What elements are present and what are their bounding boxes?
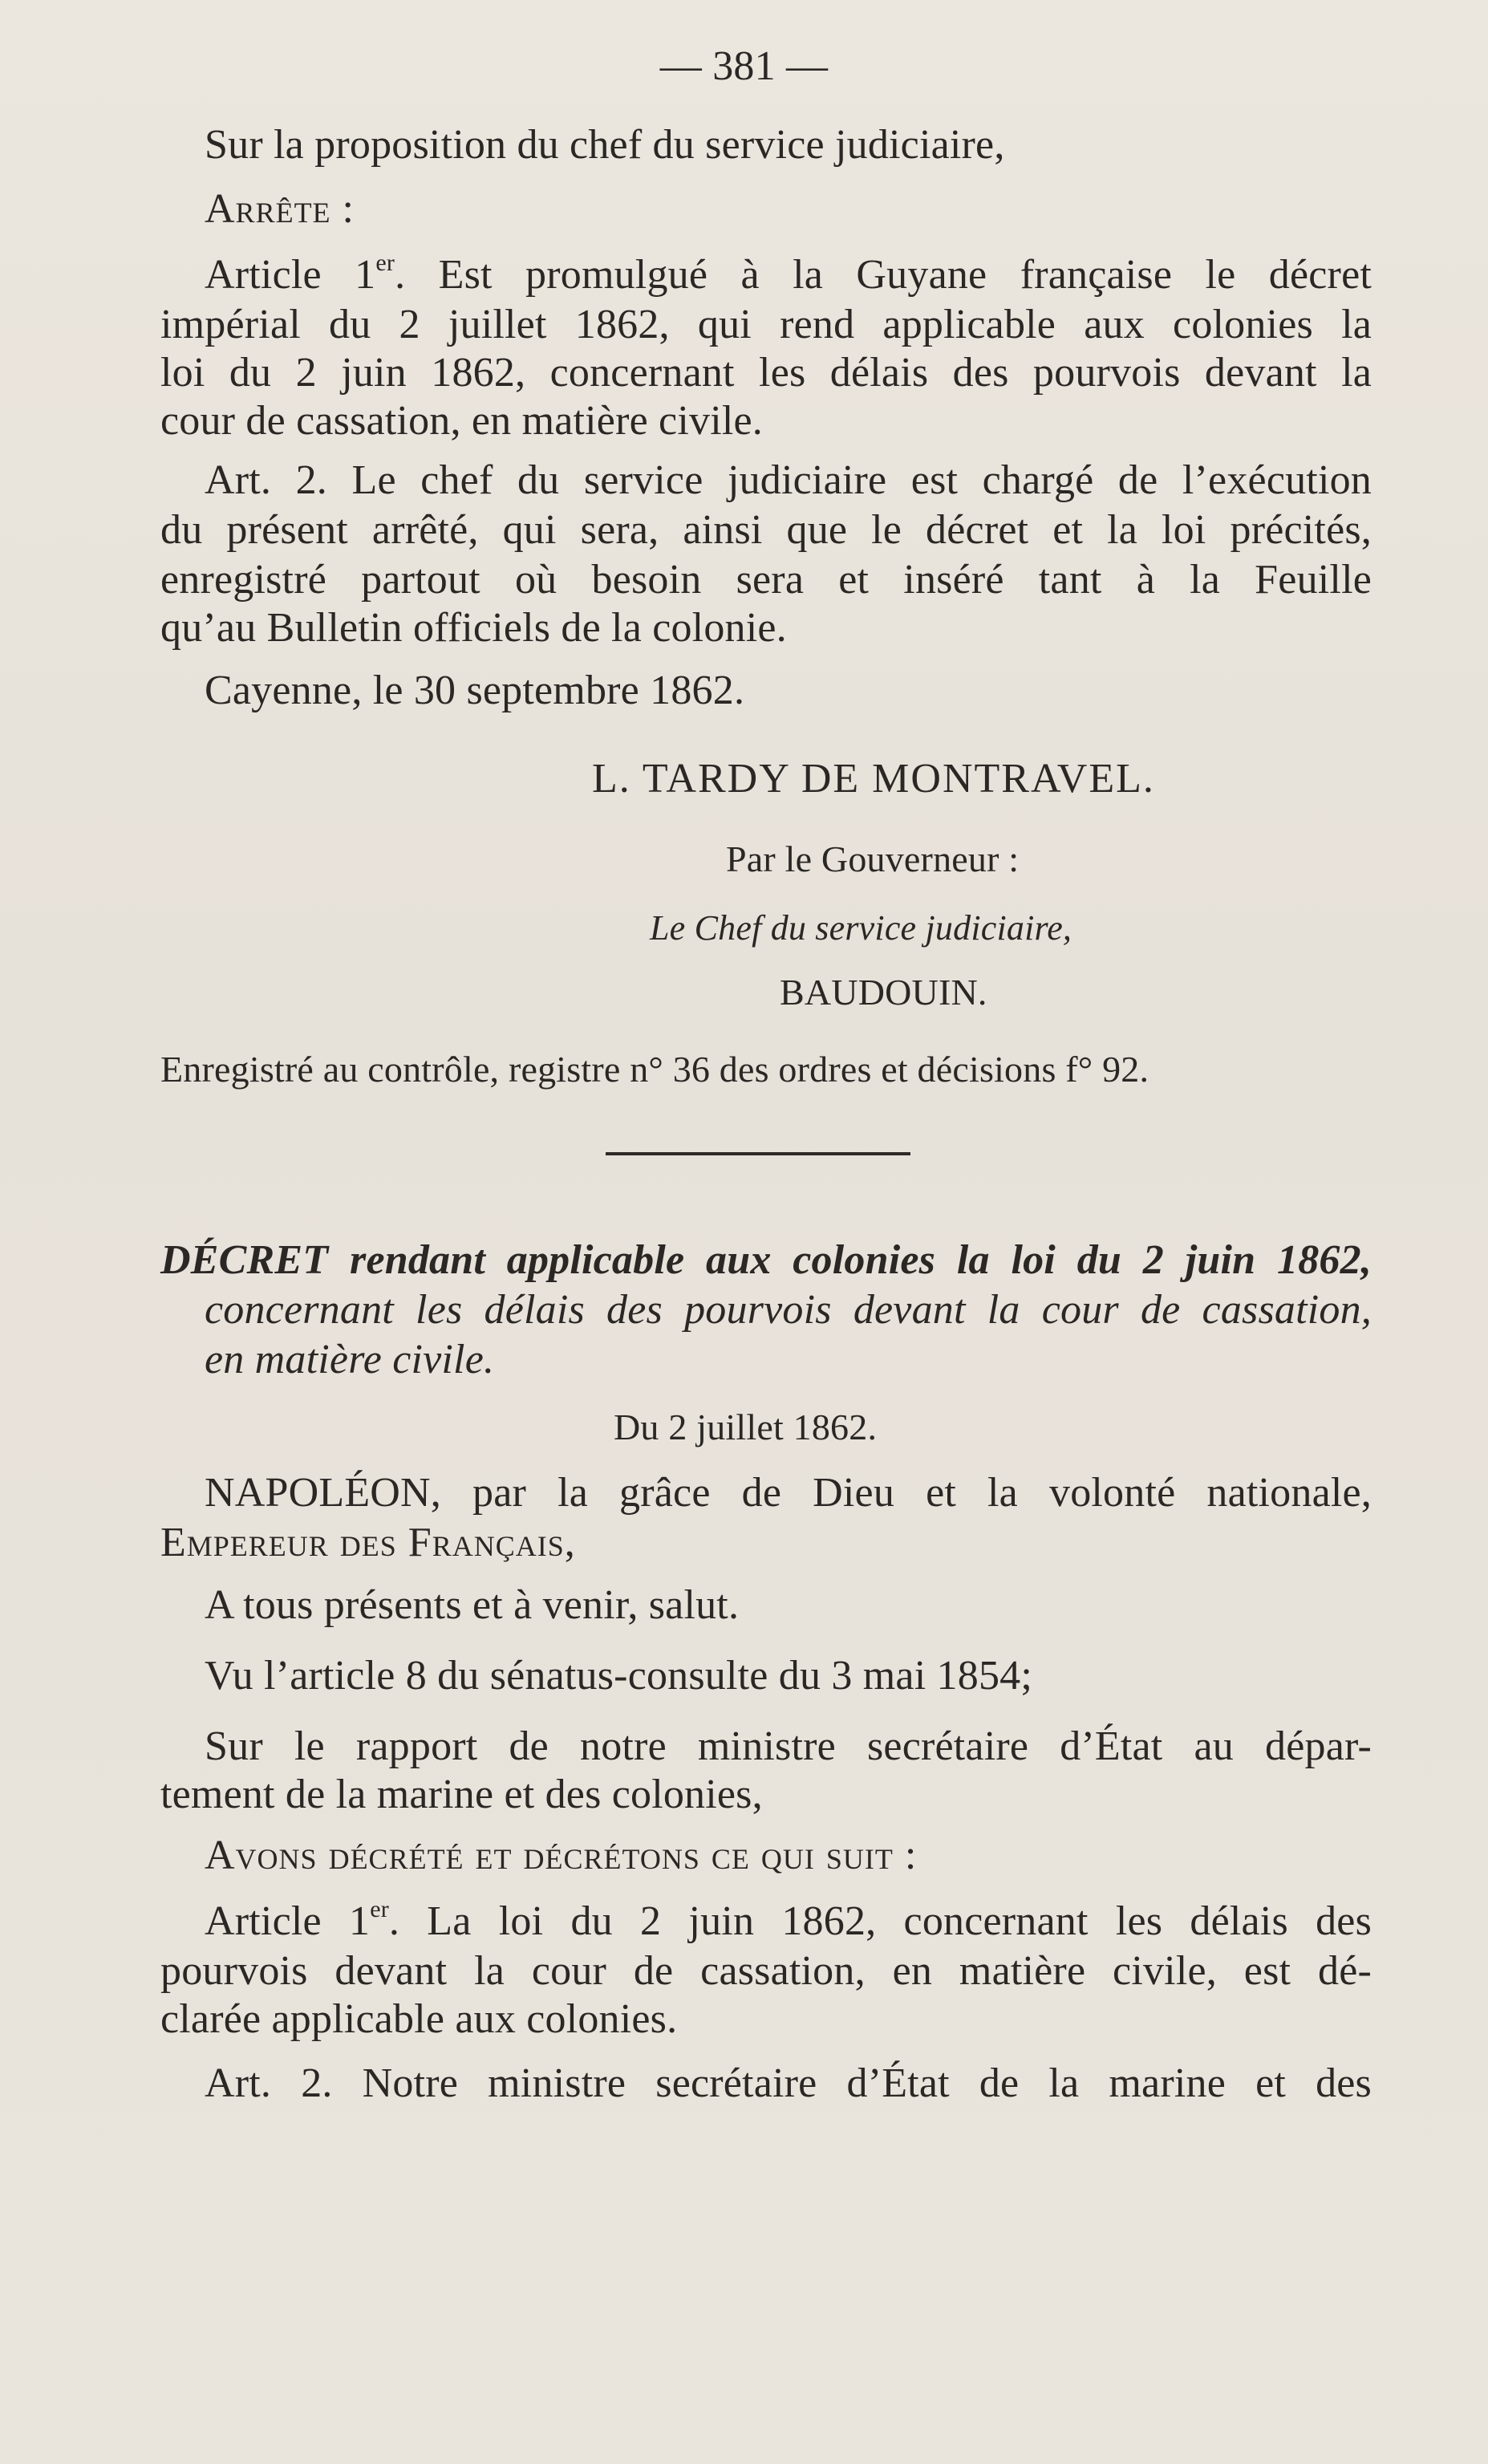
text-line: enregistré partout où besoin sera et inséré tant à la Feuille: [160, 557, 1372, 603]
text-line: tement de la marine et des colonies,: [160, 1772, 763, 1817]
text-line: pourvois devant la cour de cassation, en matière civile, est dé-: [160, 1948, 1372, 1994]
date-line: Cayenne, le 30 septembre 1862.: [205, 668, 745, 713]
decree-date: Du 2 juillet 1862.: [614, 1407, 878, 1447]
text-line: Art. 2. Notre ministre secrétaire d’État de la marine et des: [205, 2060, 1372, 2106]
section-divider: [606, 1152, 910, 1155]
signature-title: Le Chef du service judiciaire,: [650, 908, 1072, 948]
signature-name: L. TARDY DE MONTRAVEL.: [592, 756, 1155, 802]
text-line: clarée applicable aux colonies.: [160, 1996, 678, 2042]
text-line: cour de cassation, en matière civile.: [160, 398, 763, 444]
decree-title-line: en matière civile.: [205, 1337, 495, 1382]
arrete-heading: Arrête :: [205, 186, 355, 232]
decree-title-line: DÉCRET rendant applicable aux colonies la loi du 2 juin 1862,: [160, 1237, 1372, 1283]
text-line: du présent arrêté, qui sera, ainsi que le décret et la loi précités,: [160, 507, 1372, 553]
article-1-line: Article 1er. Est promulgué à la Guyane française le décret: [205, 250, 1372, 298]
decree-title-line: concernant les délais des pourvois devant la cour de cassation,: [205, 1287, 1372, 1333]
text-line: Vu l’article 8 du sénatus-consulte du 3 mai 1854;: [205, 1653, 1033, 1699]
text-line: impérial du 2 juillet 1862, qui rend applicable aux colonies la: [160, 302, 1372, 347]
text-line: Avons décrété et décrétons ce qui suit :: [205, 1833, 918, 1878]
text-line: Sur le rapport de notre ministre secrétaire d’État au dépar-: [205, 1723, 1372, 1769]
text-line: qu’au Bulletin officiels de la colonie.: [160, 605, 787, 651]
page-number: — 381 —: [659, 43, 829, 89]
text-line: loi du 2 juin 1862, concernant les délais des pourvois devant la: [160, 350, 1372, 396]
signature-baudouin: BAUDOUIN.: [780, 972, 987, 1013]
signature-role: Par le Gouverneur :: [726, 838, 1020, 879]
text-line: Sur la proposition du chef du service judiciaire,: [205, 122, 1005, 168]
text-line: A tous présents et à venir, salut.: [205, 1582, 740, 1628]
text-line: NAPOLÉON, par la grâce de Dieu et la volonté nationale,: [205, 1470, 1372, 1516]
text-line: Empereur des Français,: [160, 1520, 576, 1565]
text-line: Art. 2. Le chef du service judiciaire est chargé de l’exécution: [205, 457, 1372, 503]
registration-note: Enregistré au contrôle, registre n° 36 des ordres et décisions f° 92.: [160, 1049, 1149, 1090]
decree-article-1-line: Article 1er. La loi du 2 juin 1862, concernant les délais des: [205, 1896, 1372, 1944]
